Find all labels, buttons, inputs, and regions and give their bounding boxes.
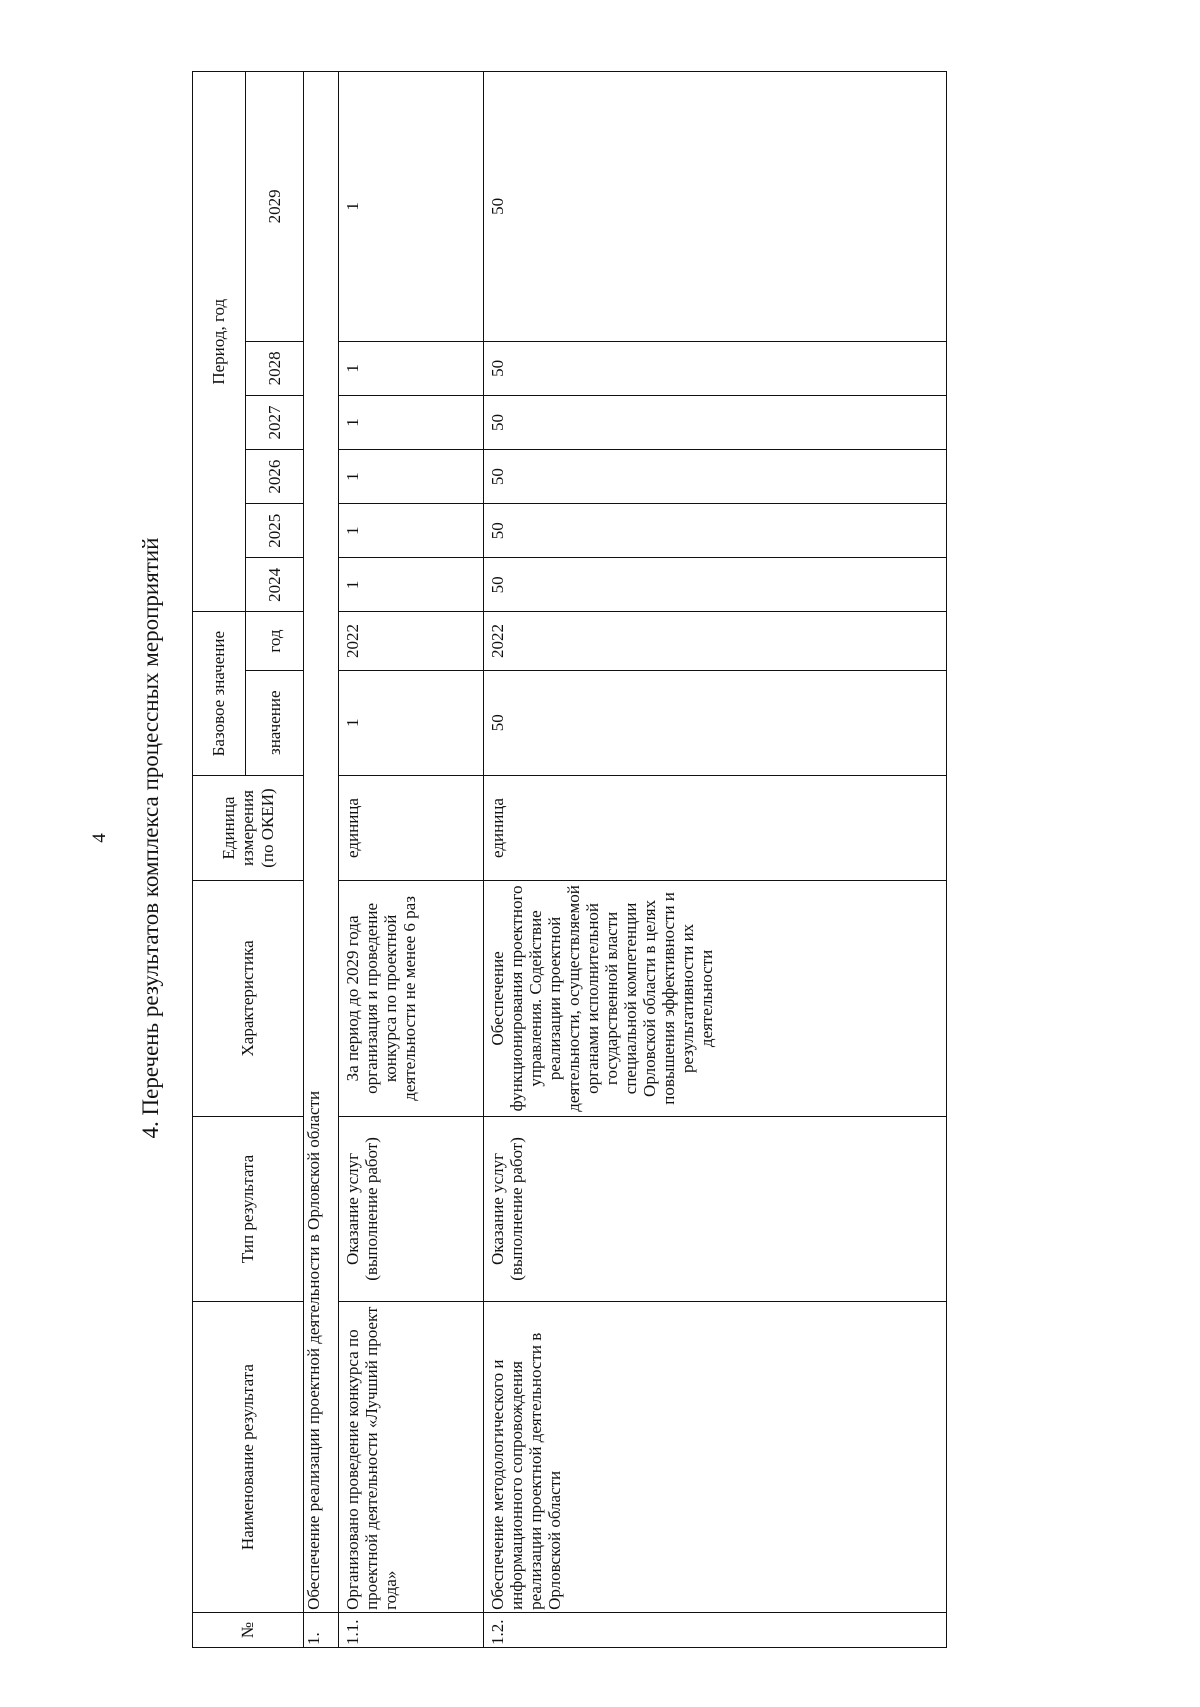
row-characteristic: Обеспечение функционирования проектного управления. Содействие реализации проектной деятельности, осуществляемой органами исполнительной государственной власти специальной компетенции Орловской области в целях повышения эффективности и результативности их деятельности xyxy=(484,881,947,1117)
row-value-2024: 1 xyxy=(339,558,484,612)
row-value-2029: 50 xyxy=(484,72,947,342)
row-num: 1.2. xyxy=(484,1612,947,1647)
header-num: № xyxy=(193,1612,304,1647)
row-base-year: 2022 xyxy=(484,612,947,670)
row-value-2026: 1 xyxy=(339,450,484,504)
header-year-2024: 2024 xyxy=(246,558,304,612)
section-title: Обеспечение реализации проектной деятельности в Орловской области xyxy=(304,72,339,1613)
header-base: Базовое значение xyxy=(193,612,246,775)
results-table-container xyxy=(192,71,932,1648)
row-num: 1.1. xyxy=(339,1612,484,1647)
header-base-year: год xyxy=(246,612,304,670)
row-value-2028: 50 xyxy=(484,341,947,395)
row-type: Оказание услуг (выполнение работ) xyxy=(484,1116,947,1301)
row-type: Оказание услуг (выполнение работ) xyxy=(339,1116,484,1301)
header-period: Период, год xyxy=(193,72,246,612)
table-row xyxy=(339,72,484,1648)
section-num: 1. xyxy=(304,1612,339,1647)
row-value-2027: 1 xyxy=(339,395,484,449)
row-base-value: 50 xyxy=(484,670,947,775)
header-year-2028: 2028 xyxy=(246,341,304,395)
row-value-2029: 1 xyxy=(339,72,484,342)
header-characteristic: Характеристика xyxy=(193,881,304,1117)
row-characteristic: За период до 2029 года организация и проведение конкурса по проектной деятельности не менее 6 раз xyxy=(339,881,484,1117)
row-value-2025: 1 xyxy=(339,504,484,558)
header-unit: Единица измерения (по ОКЕИ) xyxy=(193,775,304,880)
row-value-2024: 50 xyxy=(484,558,947,612)
row-name: Организовано проведение конкурса по проектной деятельности «Лучший проект года» xyxy=(339,1302,484,1613)
row-unit: единица xyxy=(339,775,484,880)
header-type: Тип результата xyxy=(193,1116,304,1301)
row-value-2027: 50 xyxy=(484,395,947,449)
document-title: 4. Перечень результатов комплекса процессных мероприятий xyxy=(138,537,163,1139)
row-base-value: 1 xyxy=(339,670,484,775)
header-year-2029: 2029 xyxy=(246,72,304,342)
header-name: Наименование результата xyxy=(193,1302,304,1613)
row-value-2028: 1 xyxy=(339,341,484,395)
row-name: Обеспечение методологического и информационного сопровождения реализации проектной деятельности в Орловской области xyxy=(484,1302,947,1613)
header-year-2026: 2026 xyxy=(246,450,304,504)
page-number: 4 xyxy=(89,833,110,843)
row-value-2026: 50 xyxy=(484,450,947,504)
header-base-value: значение xyxy=(246,670,304,775)
table-row xyxy=(484,72,947,1648)
row-unit: единица xyxy=(484,775,947,880)
results-table xyxy=(192,71,947,1648)
header-year-2027: 2027 xyxy=(246,395,304,449)
header-year-2025: 2025 xyxy=(246,504,304,558)
row-base-year: 2022 xyxy=(339,612,484,670)
row-value-2025: 50 xyxy=(484,504,947,558)
